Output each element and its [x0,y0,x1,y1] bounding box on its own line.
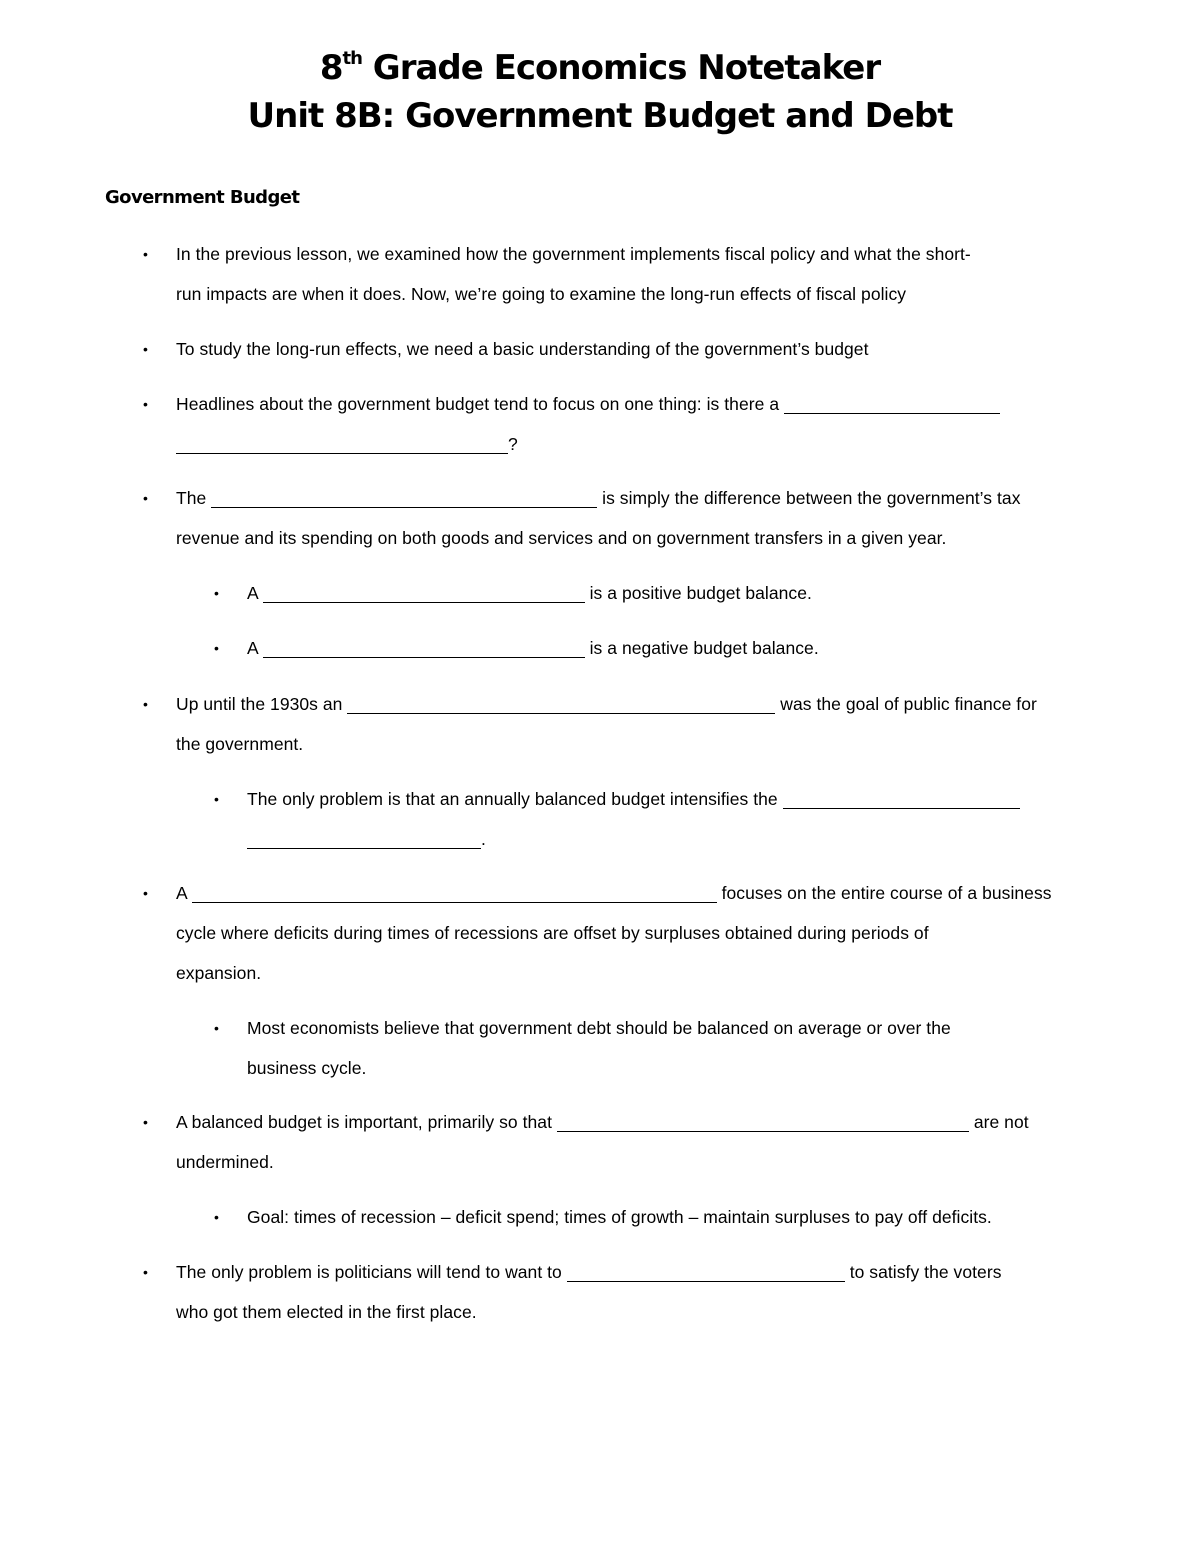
bullet-text: are not [973,1112,1029,1132]
section-heading: Government Budget [105,187,300,208]
bullet-icon: • [143,341,148,357]
bullet-icon: • [143,246,148,262]
fill-in-blank[interactable] [263,635,585,658]
bullet-text: The only problem is politicians will tend to want to [176,1262,562,1282]
fill-in-blank[interactable] [783,786,1020,809]
bullet-icon: • [214,1020,219,1036]
bullet-icon: • [143,885,148,901]
fill-in-blank[interactable] [567,1259,845,1282]
bullet-text: Headlines about the government budget tend to focus on one thing: is there a [176,394,780,414]
bullet-icon: • [143,490,148,506]
list-item [214,573,1107,613]
bullet-text: To study the long-run effects, we need a basic understanding of the government’s budget [176,339,869,359]
list-item [143,1102,1101,1182]
title-grade-number: 8 [319,48,343,88]
bullet-text: focuses on the entire course of a business [721,883,1052,903]
bullet-text: A balanced budget is important, primarily so that [176,1112,552,1132]
fill-in-blank[interactable] [557,1109,969,1132]
bullet-text: A [176,883,187,903]
list-item [214,779,1107,859]
bullet-icon: • [214,1209,219,1225]
bullet-text: who got them elected in the first place. [176,1302,477,1322]
fill-in-blank[interactable] [784,391,1000,414]
bullet-text: the government. [176,734,304,754]
page-subtitle: Unit 8B: Government Budget and Debt [247,96,953,136]
title-superscript: th [342,47,362,69]
bullet-text: revenue and its spending on both goods and services and on government transfers in a given year. [176,528,947,548]
fill-in-blank[interactable] [176,431,508,454]
bullet-icon: • [214,791,219,807]
bullet-text: . [481,829,486,849]
bullet-icon: • [143,696,148,712]
bullet-text: cycle where deficits during times of recessions are offset by surpluses obtained during periods of [176,923,929,943]
fill-in-blank[interactable] [347,691,775,714]
list-item [143,684,1101,764]
bullet-icon: • [143,396,148,412]
bullet-text: run impacts are when it does. Now, we’re going to examine the long-run effects of fiscal policy [176,284,907,304]
bullet-text: is simply the difference between the government’s tax [602,488,1021,508]
page-title [0,48,1200,88]
list-item [143,478,1101,558]
list-item [143,873,1101,993]
fill-in-blank[interactable] [192,880,717,903]
bullet-text: The only problem is that an annually balanced budget intensifies the [247,789,778,809]
bullet-text: expansion. [176,963,262,983]
bullet-text: is a positive budget balance. [589,583,812,603]
bullet-text: The [176,488,207,508]
bullet-text: A [247,638,258,658]
bullet-icon: • [214,640,219,656]
bullet-text: to satisfy the voters [849,1262,1002,1282]
fill-in-blank[interactable] [247,826,481,849]
bullet-text: business cycle. [247,1058,367,1078]
bullet-text: Goal: times of recession – deficit spend; times of growth – maintain surpluses to pay off deficits. [247,1207,992,1227]
bullet-text: ? [508,434,518,454]
bullet-icon: • [214,585,219,601]
bullet-text: Up until the 1930s an [176,694,343,714]
bullet-text: Most economists believe that government debt should be balanced on average or over the [247,1018,951,1038]
bullet-text: A [247,583,258,603]
bullet-text: undermined. [176,1152,274,1172]
bullet-text: was the goal of public finance for [780,694,1037,714]
bullet-icon: • [143,1264,148,1280]
list-item [143,234,1101,314]
bullet-text: is a negative budget balance. [589,638,819,658]
list-item [143,329,1101,369]
bullet-icon: • [143,1114,148,1130]
list-item [214,1008,1107,1088]
list-item [214,1197,1107,1237]
list-item [143,1252,1101,1332]
fill-in-blank[interactable] [263,580,585,603]
fill-in-blank[interactable] [211,485,597,508]
title-text: Grade Economics Notetaker [361,48,881,88]
list-item [143,384,1101,464]
bullet-text: In the previous lesson, we examined how the government implements fiscal policy and what the short- [176,244,971,264]
list-item [214,628,1107,668]
